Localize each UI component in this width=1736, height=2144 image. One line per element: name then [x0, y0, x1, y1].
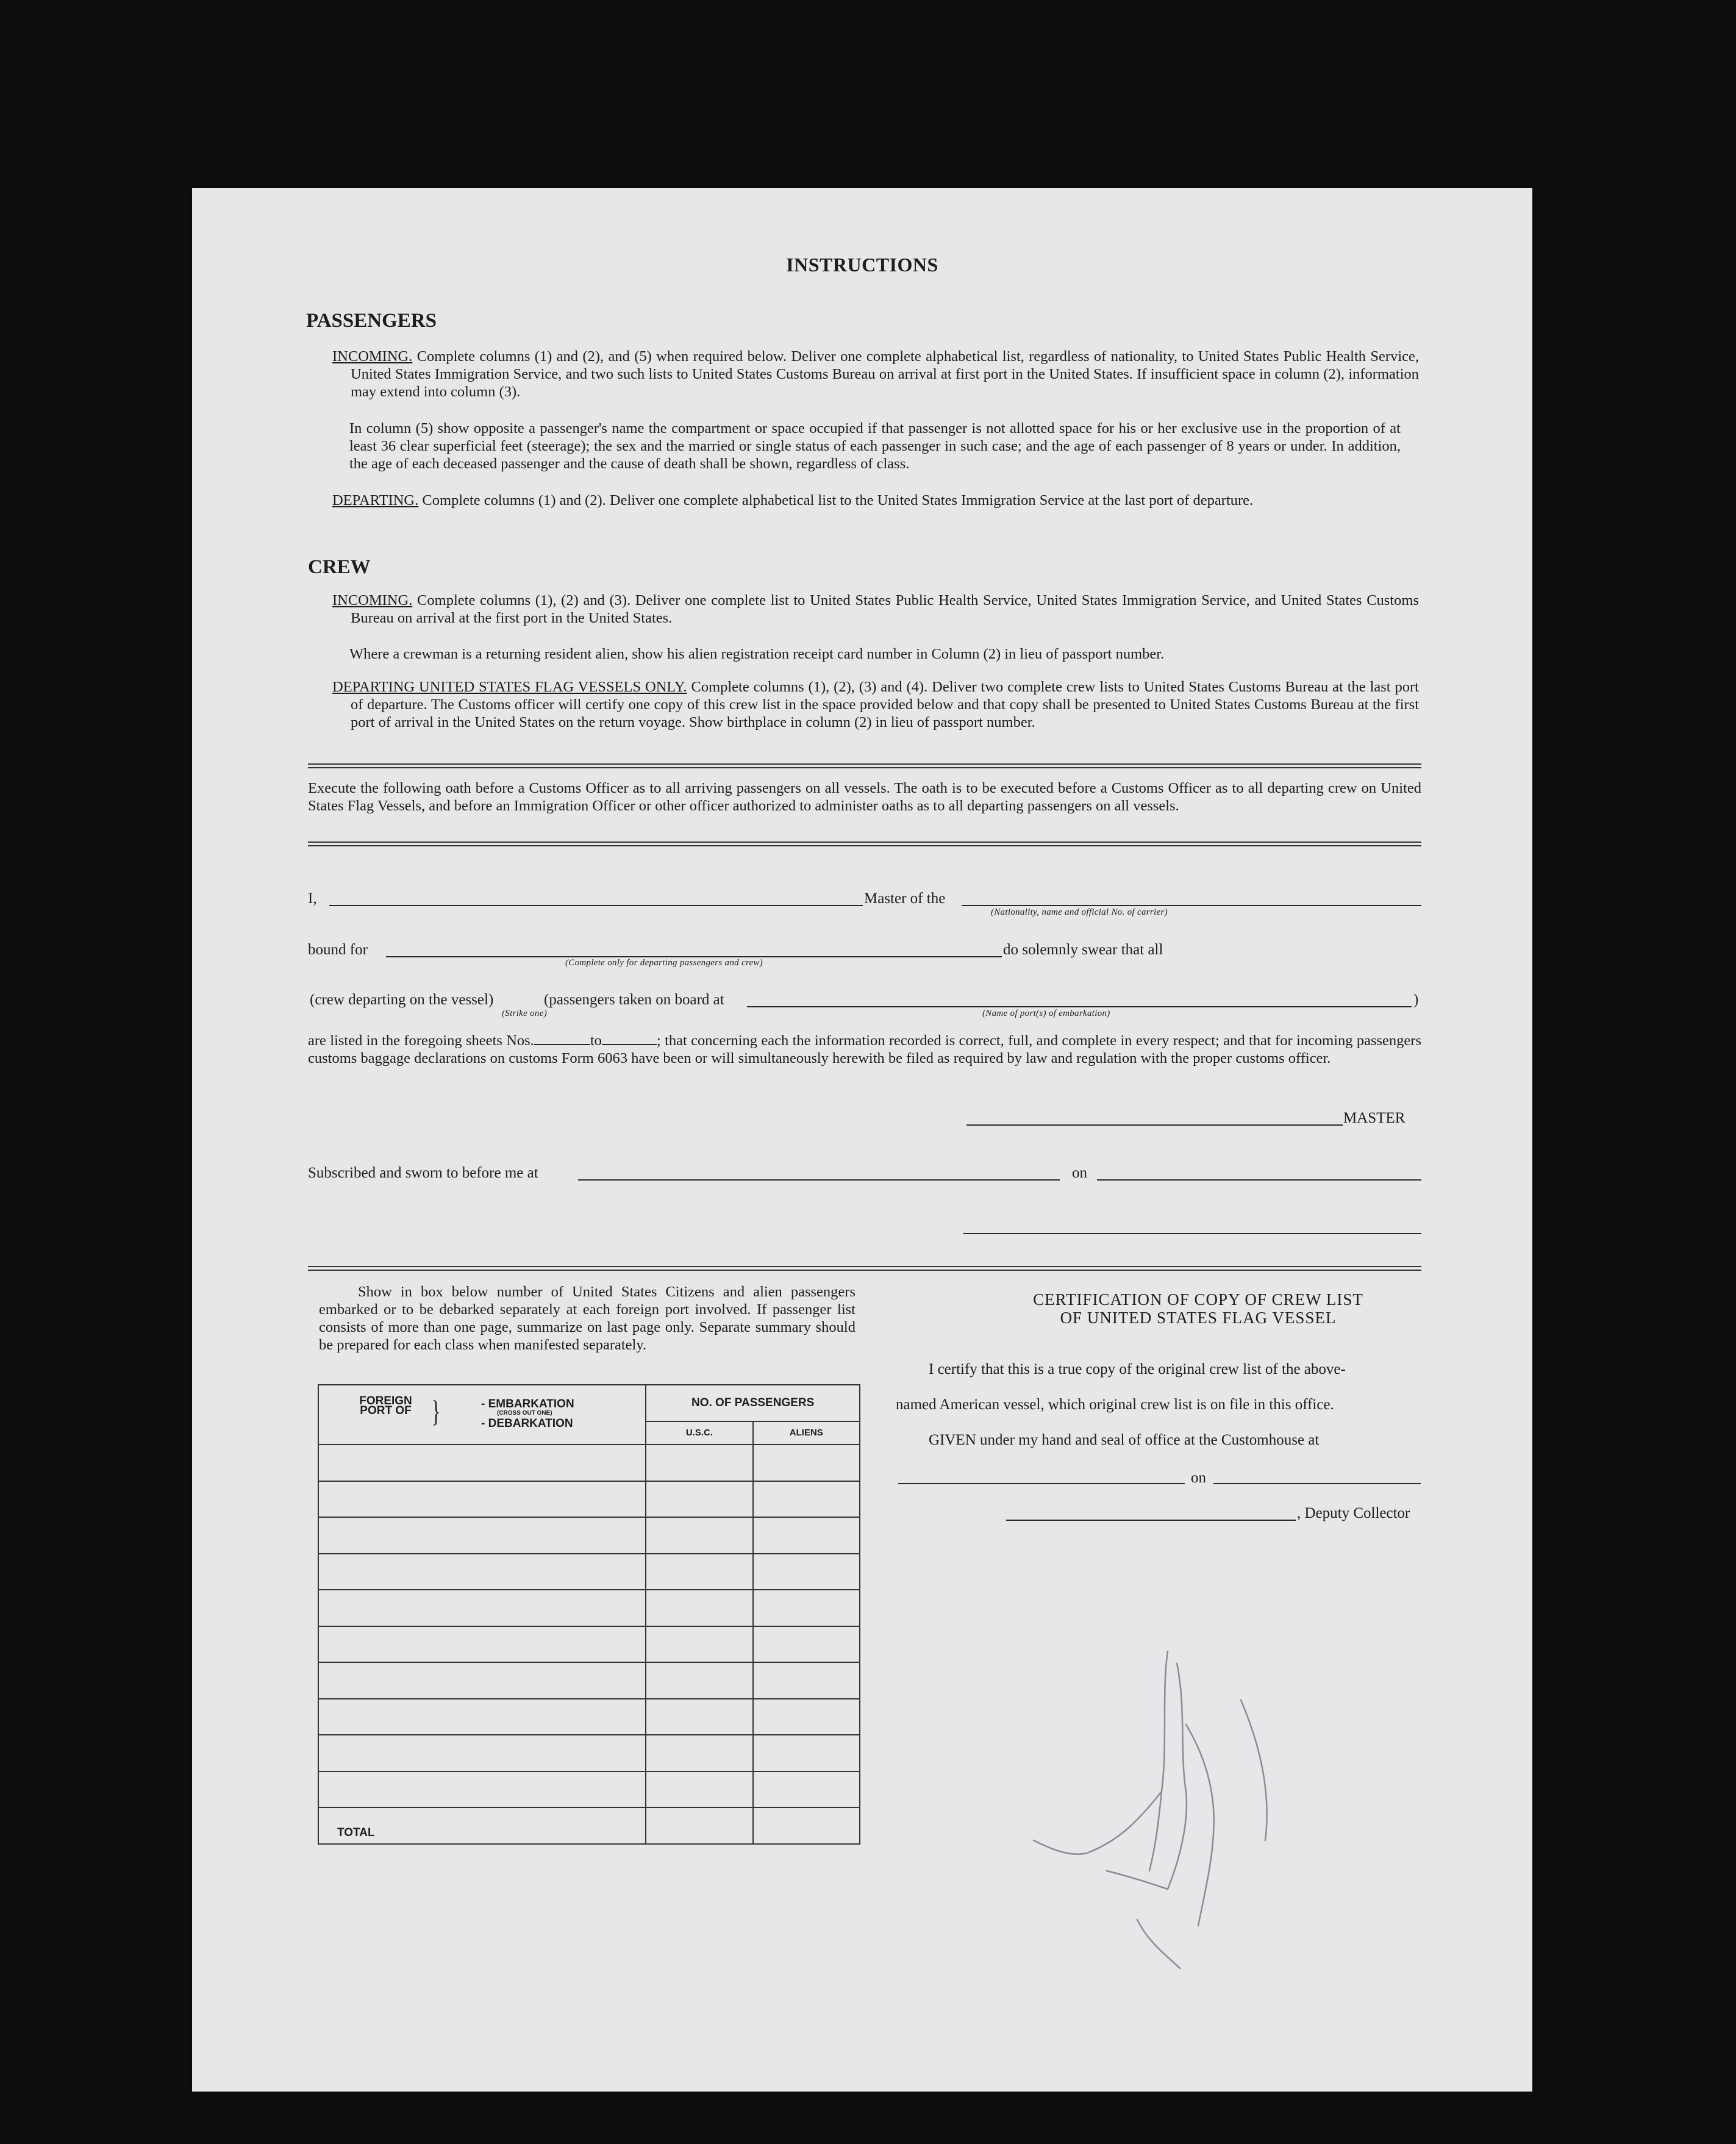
carrier-caption: (Nationality, name and official No. of carrier) [991, 907, 1168, 917]
master-name-field[interactable] [329, 905, 863, 906]
port-cell[interactable] [318, 1481, 646, 1518]
strike-caption: (Strike one) [502, 1009, 547, 1018]
swear-label: do solemnly swear that all [1003, 942, 1163, 958]
oath-instructions: Execute the following oath before a Customs Officer as to all arriving passengers on all vessels. The oath is to be executed before a Customs Officer as to all departing crew on United States Flag Vessels, and before an Immigration Officer or other officer authorized to administer oaths as to all departing passengers on all vessels. [308, 780, 1421, 814]
passenger-summary-table [318, 1384, 860, 1845]
aliens-cell[interactable] [753, 1662, 860, 1699]
crew-departing-label: DEPARTING UNITED STATES FLAG VESSELS ONLY. [332, 679, 687, 695]
bound-for-caption: (Complete only for departing passengers and crew) [565, 958, 763, 968]
port-cell[interactable] [318, 1735, 646, 1771]
crew-departing-paragraph [332, 678, 1419, 731]
aliens-cell[interactable] [753, 1481, 860, 1518]
sworn-location-field[interactable] [578, 1179, 1060, 1181]
aliens-cell[interactable] [753, 1517, 860, 1554]
table-row [318, 1626, 860, 1663]
aliens-cell[interactable] [753, 1626, 860, 1663]
customhouse-field[interactable] [898, 1483, 1185, 1484]
pencil-scribble [985, 1639, 1302, 1981]
port-cell[interactable] [318, 1590, 646, 1626]
carrier-field[interactable] [962, 905, 1421, 906]
passengers-departing-paragraph [332, 491, 1419, 509]
usc-label: U.S.C. [646, 1421, 752, 1445]
port-cell[interactable] [318, 1626, 646, 1663]
foreign-port-label: FOREIGN PORT OF [359, 1395, 412, 1417]
crew-heading: CREW [308, 556, 371, 578]
crew-incoming-paragraph [332, 591, 1419, 627]
port-cell[interactable] [318, 1554, 646, 1590]
no-passengers-label: NO. OF PASSENGERS [646, 1385, 860, 1421]
aliens-cell[interactable] [753, 1445, 860, 1481]
master-signature-field[interactable] [966, 1124, 1343, 1126]
crew-resident-paragraph: Where a crewman is a returning resident alien, show his alien registration receipt card number in Column (2) in lieu of passport number. [349, 646, 1165, 662]
passengers-column5-paragraph: In column (5) show opposite a passenger's name the compartment or space occupied if that passenger is not allotted space for his or her exclusive use in the proportion of at least 36 clear superficial feet (steerage); the sex and the married or single status of each passenger in such case; and the age of each passenger of 8 years or under. In addition, the age of each deceased passenger and the cause of death shall be shown, regardless of class. [349, 420, 1401, 472]
table-row [318, 1590, 860, 1626]
port-cell[interactable] [318, 1445, 646, 1481]
total-label: TOTAL [318, 1807, 646, 1844]
divider [308, 763, 1421, 768]
passengers-departing-label: DEPARTING. [332, 492, 419, 509]
certify-line1: I certify that this is a true copy of the original crew list of the above- [929, 1361, 1346, 1378]
crew-incoming-label: INCOMING. [332, 592, 413, 609]
officer-signature-field[interactable] [963, 1233, 1421, 1234]
close-paren: ) [1413, 992, 1419, 1008]
bound-for-label: bound for [308, 942, 368, 958]
crew-incoming-text: Complete columns (1), (2) and (3). Deliver one complete list to United States Public Health Service, United States Immigration Service, and United States Customs Bureau on arrival at the first port in the United States. [351, 592, 1419, 626]
sworn-on-label: on [1072, 1165, 1087, 1181]
passengers-departing-text: Complete columns (1) and (2). Deliver one complete alphabetical list to the United States Immigration Service at the last port of departure. [418, 492, 1254, 509]
deputy-label: , Deputy Collector [1297, 1505, 1410, 1521]
master-of-label: Master of the [864, 890, 946, 907]
given-text: GIVEN under my hand and seal of office at the Customhouse at [929, 1432, 1320, 1448]
table-row [318, 1699, 860, 1735]
brace-icon: } [431, 1394, 441, 1428]
certification-title-line1: CERTIFICATION OF COPY OF CREW LIST [1033, 1290, 1363, 1309]
usc-total-cell[interactable] [646, 1807, 752, 1844]
passengers-heading: PASSENGERS [306, 310, 437, 332]
aliens-cell[interactable] [753, 1771, 860, 1808]
port-cell[interactable] [318, 1699, 646, 1735]
aliens-cell[interactable] [753, 1735, 860, 1771]
passengers-incoming-label: INCOMING. [332, 348, 413, 365]
ports-caption: (Name of port(s) of embarkation) [982, 1009, 1110, 1018]
form-page [192, 188, 1532, 2092]
port-header-cell [318, 1385, 646, 1445]
summary-instructions: Show in box below number of United States Citizens and alien passengers embarked or to be debarked separately at each foreign port involved. If passenger list consists of more than one page, summarize on last page only. Separate summary should be prepared for each class when manifested separately. [319, 1284, 855, 1353]
listed-rest: ; that concerning each the information recorded is correct, full, and complete in every respect; and that for incoming passengers customs baggage declarations on customs Form 6063 have been or will simultaneously herewith be filed as required by law and regulation with the proper customs officer. [308, 1032, 1421, 1067]
to-label: to [590, 1032, 602, 1049]
aliens-cell[interactable] [753, 1590, 860, 1626]
certification-title-line2: OF UNITED STATES FLAG VESSEL [1060, 1309, 1337, 1327]
table-row [318, 1554, 860, 1590]
sheet-to-field[interactable] [602, 1034, 657, 1045]
usc-cell[interactable] [646, 1771, 752, 1808]
deputy-signature-field[interactable] [1006, 1520, 1296, 1521]
embarkation-option[interactable]: - EMBARKATION [481, 1398, 574, 1410]
table-row [318, 1517, 860, 1554]
usc-cell[interactable] [646, 1626, 752, 1663]
sworn-date-field[interactable] [1097, 1179, 1421, 1181]
usc-cell[interactable] [646, 1554, 752, 1590]
bound-for-field[interactable] [386, 956, 1002, 957]
table-row [318, 1771, 860, 1808]
table-row [318, 1481, 860, 1518]
usc-cell[interactable] [646, 1662, 752, 1699]
divider [308, 842, 1421, 846]
usc-cell[interactable] [646, 1590, 752, 1626]
subscribed-label: Subscribed and sworn to before me at [308, 1165, 538, 1181]
table-row [318, 1735, 860, 1771]
master-label: MASTER [1343, 1110, 1406, 1126]
cross-out-caption: (CROSS OUT ONE) [497, 1410, 552, 1417]
aliens-label: ALIENS [753, 1421, 860, 1445]
cert-date-field[interactable] [1213, 1483, 1421, 1484]
certify-line2: named American vessel, which original crew list is on file in this office. [896, 1396, 1334, 1413]
cert-on-label: on [1191, 1470, 1206, 1486]
passengers-incoming-text: Complete columns (1) and (2), and (5) when required below. Deliver one complete alphabetical list, regardless of nationality, to United States Public Health Service, United States Immigration Service, and two such lists to United States Customs Bureau on arrival at first port in the United States. If insufficient space in column (2), information may extend into column (3). [351, 348, 1419, 400]
sheet-from-field[interactable] [534, 1034, 590, 1045]
port-cell[interactable] [318, 1771, 646, 1808]
crew-departing-option[interactable]: (crew departing on the vessel) [310, 992, 494, 1008]
listed-prefix: are listed in the foregoing sheets Nos. [308, 1032, 534, 1049]
usc-cell[interactable] [646, 1445, 752, 1481]
listed-paragraph [308, 1032, 1421, 1067]
usc-cell[interactable] [646, 1735, 752, 1771]
oath-i-label: I, [308, 890, 317, 907]
divider [308, 1266, 1421, 1271]
table-row [318, 1662, 860, 1699]
aliens-cell[interactable] [753, 1699, 860, 1735]
usc-cell[interactable] [646, 1517, 752, 1554]
debarkation-option[interactable]: - DEBARKATION [481, 1417, 573, 1430]
passengers-incoming-paragraph [332, 348, 1419, 401]
total-row [318, 1807, 860, 1844]
page-title: INSTRUCTIONS [786, 254, 938, 276]
crew-departing-text: Complete columns (1), (2), (3) and (4). Deliver two complete crew lists to United States Customs Bureau at the last port of departure. The Customs officer will certify one copy of this crew list in the space provided below and that copy shall be presented to United States Customs Bureau at the first port of arrival in the United States on the return voyage. Show birthplace in column (2) in lieu of passport number. [351, 679, 1419, 731]
table-row [318, 1445, 860, 1481]
port-cell[interactable] [318, 1662, 646, 1699]
usc-cell[interactable] [646, 1699, 752, 1735]
usc-cell[interactable] [646, 1481, 752, 1518]
embarkation-ports-field[interactable] [747, 1006, 1412, 1007]
passengers-taken-option[interactable]: (passengers taken on board at [544, 992, 724, 1008]
aliens-total-cell[interactable] [753, 1807, 860, 1844]
aliens-cell[interactable] [753, 1554, 860, 1590]
port-cell[interactable] [318, 1517, 646, 1554]
